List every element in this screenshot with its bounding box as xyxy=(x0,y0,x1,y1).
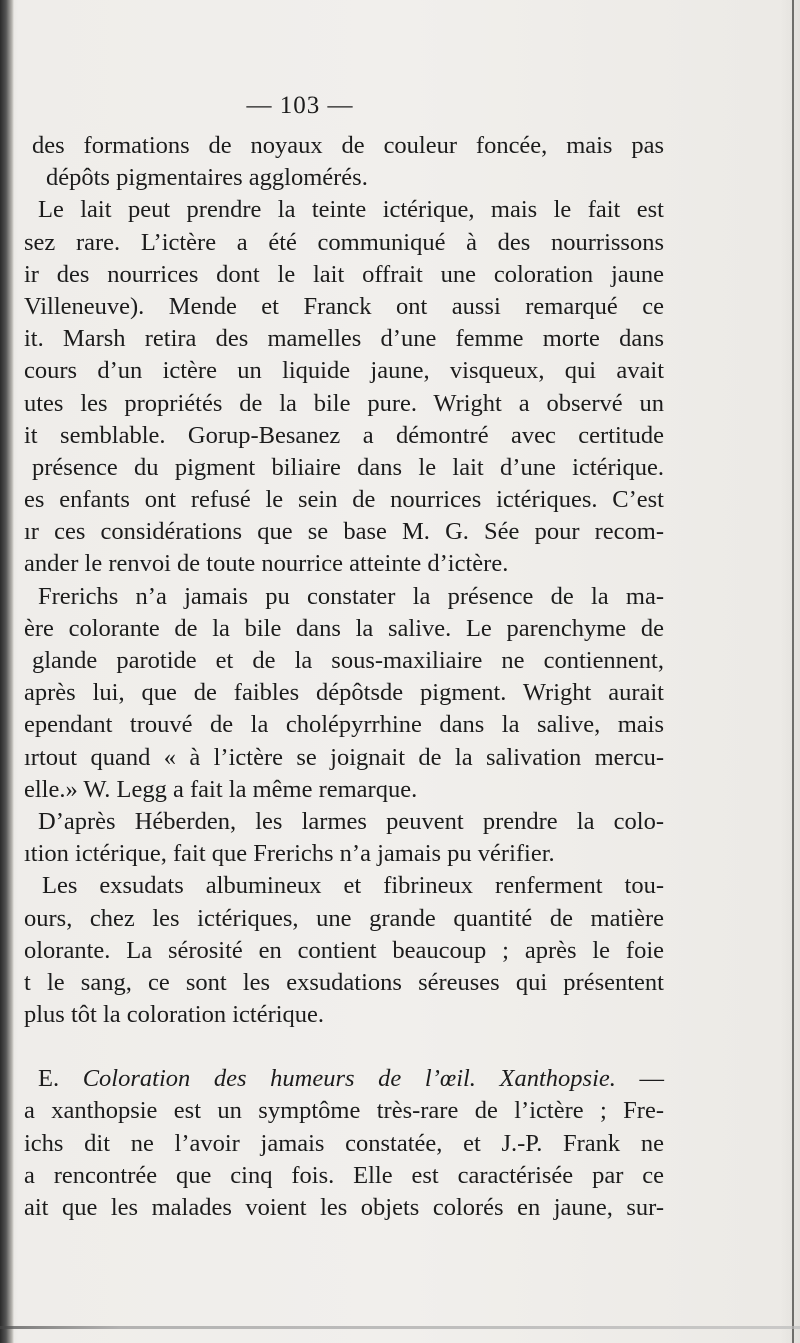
text-line: ander le renvoi de toute nourrice atteinte d’ictère. xyxy=(24,550,509,578)
binding-shadow xyxy=(0,0,14,1343)
text-line: es enfants ont refusé le sein de nourrices ictériques. C’est xyxy=(24,486,664,514)
page-edge-bottom xyxy=(0,1326,800,1329)
text-line: elle.» W. Legg a fait la même remarque. xyxy=(24,775,418,803)
text-line: ependant trouvé de la cholépyrrhine dans la salive, mais xyxy=(24,711,664,739)
text-line: Le lait peut prendre la teinte ictérique, mais le fait est xyxy=(38,196,664,224)
section-heading-line xyxy=(24,1063,664,1095)
text-line: it semblable. Gorup-Besanez a démontré avec certitude xyxy=(24,421,664,449)
text-line: t le sang, ce sont les exsudations séreuses qui présentent xyxy=(24,968,664,996)
section-gap xyxy=(24,1031,664,1063)
page-edge-right xyxy=(792,0,794,1343)
section-dash: — xyxy=(639,1065,665,1093)
text-line: cours d’un ictère un liquide jaune, visqueux, qui avait xyxy=(24,357,664,385)
body-text xyxy=(24,130,664,1224)
text-line: utes les propriétés de la bile pure. Wright a observé un xyxy=(24,389,664,417)
text-line: ir des nourrices dont le lait offrait une coloration jaune xyxy=(24,260,664,288)
text-line: présence du pigment biliaire dans le lait d’une ictérique. xyxy=(32,453,664,481)
text-line: des formations de noyaux de couleur foncée, mais pas xyxy=(32,132,664,159)
text-line: Villeneuve). Mende et Franck ont aussi remarqué ce xyxy=(24,292,664,320)
text-line: ıtion ictérique, fait que Frerichs n’a jamais pu vérifier. xyxy=(24,840,555,868)
text-line: olorante. La sérosité en contient beaucoup ; après le foie xyxy=(24,936,664,964)
text-line: glande parotide et de la sous-maxiliaire ne contiennent, xyxy=(32,647,664,674)
section-heading: Coloration des humeurs de l’œil. Xanthopsie. xyxy=(82,1065,616,1093)
text-line: ır ces considérations que se base M. G. Sée pour recom- xyxy=(24,518,664,546)
text-line: Frerichs n’a jamais pu constater la présence de la ma- xyxy=(38,582,664,610)
text-line: ichs dit ne l’avoir jamais constatée, et J.-P. Frank ne xyxy=(24,1129,664,1157)
page-number: — 103 — xyxy=(246,92,354,119)
text-line: ours, chez les ictériques, une grande quantité de matière xyxy=(24,904,664,932)
text-line: it. Marsh retira des mamelles d’une femme morte dans xyxy=(24,325,664,353)
text-line: dépôts pigmentaires agglomérés. xyxy=(46,164,368,192)
text-line: a rencontrée que cinq fois. Elle est caractérisée par ce xyxy=(24,1161,664,1189)
text-line: ère colorante de la bile dans la salive. Le parenchyme de xyxy=(24,614,664,642)
text-line: D’après Héberden, les larmes peuvent prendre la colo- xyxy=(38,807,664,835)
section-label: E. xyxy=(38,1065,60,1093)
text-line: après lui, que de faibles dépôtsde pigment. Wright aurait xyxy=(24,679,664,707)
text-line: ait que les malades voient les objets colorés en jaune, sur- xyxy=(24,1194,664,1221)
text-line: plus tôt la coloration ictérique. xyxy=(24,1001,325,1029)
text-line: ırtout quand « à l’ictère se joignait de la salivation mercu- xyxy=(24,743,664,771)
text-line: a xanthopsie est un symptôme très-rare de l’ictère ; Fre- xyxy=(24,1097,664,1125)
text-line: Les exsudats albumineux et fibrineux renferment tou- xyxy=(42,872,664,900)
text-line: sez rare. L’ictère a été communiqué à des nourrissons xyxy=(24,228,664,256)
